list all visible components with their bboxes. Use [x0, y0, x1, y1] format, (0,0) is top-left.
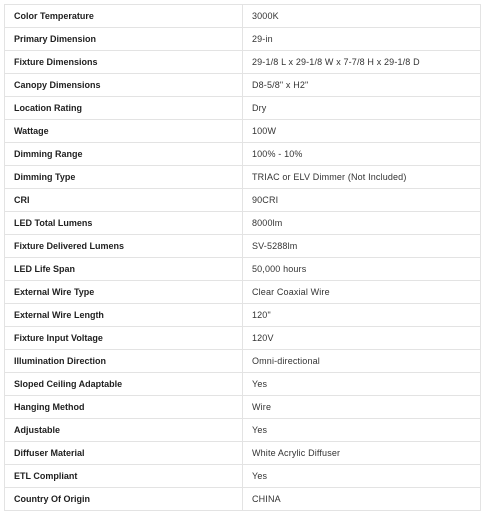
spec-row — [5, 235, 481, 258]
spec-label: Color Temperature — [5, 5, 243, 28]
spec-row — [5, 97, 481, 120]
spec-value: SV-5288lm — [243, 235, 481, 258]
spec-row — [5, 327, 481, 350]
spec-value: Omni-directional — [243, 350, 481, 373]
spec-row — [5, 258, 481, 281]
spec-label: CRI — [5, 189, 243, 212]
spec-row — [5, 120, 481, 143]
spec-row — [5, 350, 481, 373]
spec-value: 8000lm — [243, 212, 481, 235]
spec-label: Fixture Input Voltage — [5, 327, 243, 350]
spec-value: White Acrylic Diffuser — [243, 442, 481, 465]
spec-value: 100% - 10% — [243, 143, 481, 166]
spec-value: Clear Coaxial Wire — [243, 281, 481, 304]
spec-row — [5, 396, 481, 419]
spec-row — [5, 166, 481, 189]
spec-row — [5, 28, 481, 51]
specifications-table — [4, 4, 481, 511]
spec-row — [5, 51, 481, 74]
spec-row — [5, 281, 481, 304]
spec-row — [5, 465, 481, 488]
spec-value: Dry — [243, 97, 481, 120]
spec-label: Dimming Type — [5, 166, 243, 189]
spec-row — [5, 419, 481, 442]
spec-label: Illumination Direction — [5, 350, 243, 373]
spec-value: 50,000 hours — [243, 258, 481, 281]
spec-value: 90CRI — [243, 189, 481, 212]
specifications-table-body — [5, 5, 481, 511]
spec-label: Primary Dimension — [5, 28, 243, 51]
spec-value: D8-5/8" x H2" — [243, 74, 481, 97]
spec-row — [5, 5, 481, 28]
spec-label: Fixture Delivered Lumens — [5, 235, 243, 258]
spec-row — [5, 373, 481, 396]
spec-row — [5, 143, 481, 166]
spec-label: Adjustable — [5, 419, 243, 442]
spec-label: LED Total Lumens — [5, 212, 243, 235]
spec-value: 100W — [243, 120, 481, 143]
spec-label: External Wire Length — [5, 304, 243, 327]
spec-value: Yes — [243, 373, 481, 396]
spec-row — [5, 212, 481, 235]
spec-value: CHINA — [243, 488, 481, 511]
spec-label: Wattage — [5, 120, 243, 143]
spec-value: Yes — [243, 419, 481, 442]
spec-label: Dimming Range — [5, 143, 243, 166]
spec-value: 29-1/8 L x 29-1/8 W x 7-7/8 H x 29-1/8 D — [243, 51, 481, 74]
spec-label: Sloped Ceiling Adaptable — [5, 373, 243, 396]
spec-value: 120V — [243, 327, 481, 350]
spec-row — [5, 442, 481, 465]
spec-label: Location Rating — [5, 97, 243, 120]
spec-label: Country Of Origin — [5, 488, 243, 511]
spec-row — [5, 488, 481, 511]
spec-label: ETL Compliant — [5, 465, 243, 488]
spec-label: External Wire Type — [5, 281, 243, 304]
spec-value: Yes — [243, 465, 481, 488]
spec-value: 3000K — [243, 5, 481, 28]
spec-value: 120" — [243, 304, 481, 327]
spec-value: Wire — [243, 396, 481, 419]
spec-label: Diffuser Material — [5, 442, 243, 465]
spec-value: TRIAC or ELV Dimmer (Not Included) — [243, 166, 481, 189]
spec-label: Hanging Method — [5, 396, 243, 419]
spec-label: Fixture Dimensions — [5, 51, 243, 74]
spec-row — [5, 189, 481, 212]
spec-label: Canopy Dimensions — [5, 74, 243, 97]
spec-label: LED Life Span — [5, 258, 243, 281]
spec-row — [5, 74, 481, 97]
spec-row — [5, 304, 481, 327]
spec-value: 29-in — [243, 28, 481, 51]
